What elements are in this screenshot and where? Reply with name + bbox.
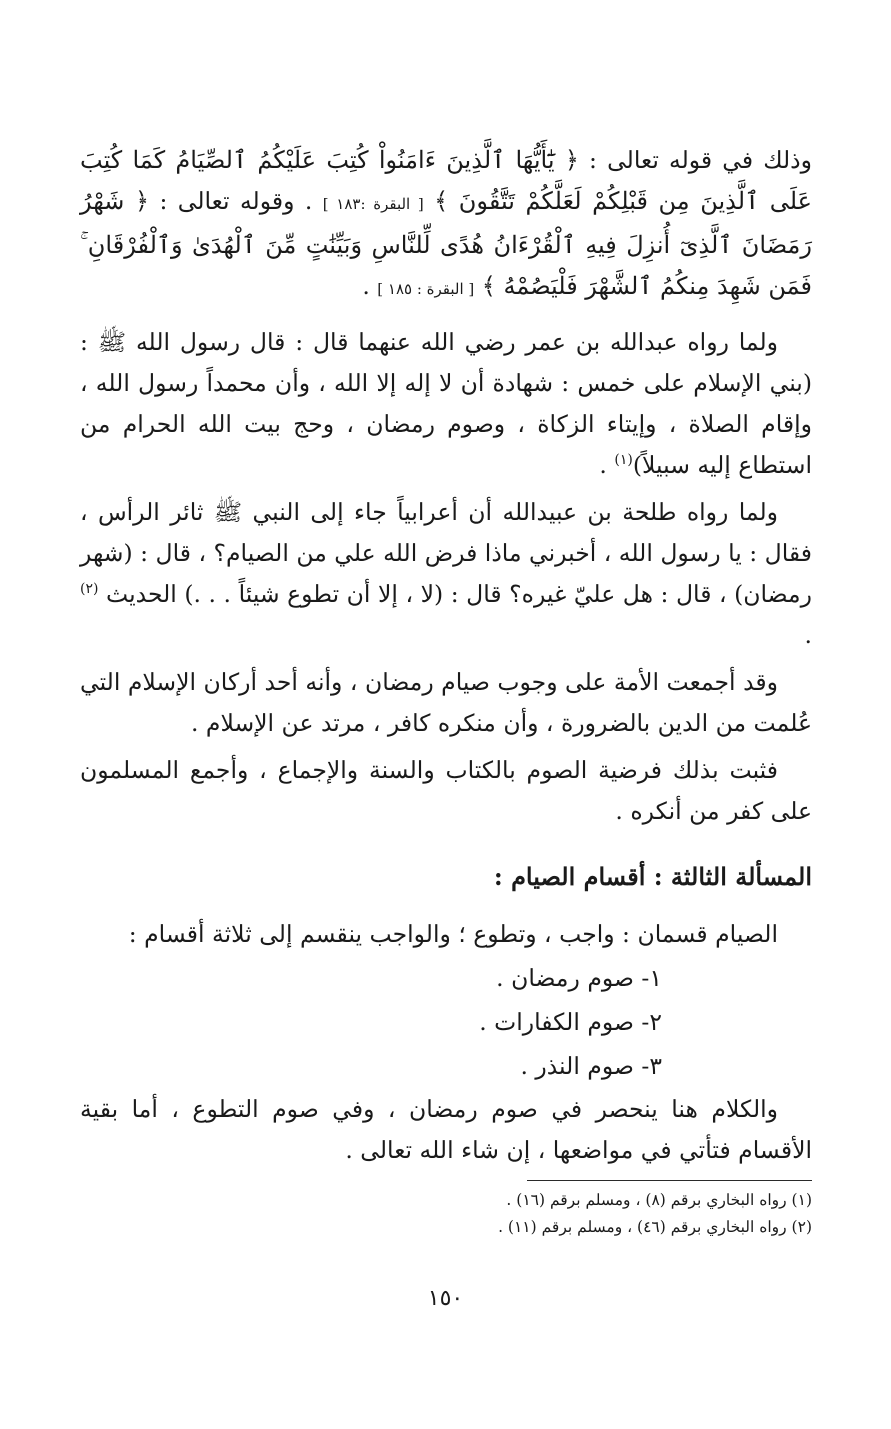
page-body bbox=[80, 140, 812, 1171]
quran-verse-183: ﴿ يَٰٓأَيُّهَا ٱلَّذِينَ ءَامَنُواْ كُتِبَ عَلَيْكُمُ ٱلصِّيَامُ كَمَا كُتِبَ عَلَى ٱلَّذِينَ مِن قَبْلِكُمْ لَعَلَّكُمْ تَتَّقُونَ ﴾ bbox=[80, 146, 812, 215]
quran-connector: . وقوله تعالى : bbox=[159, 187, 313, 215]
hadith-talha-end: . bbox=[804, 621, 812, 649]
page-number: ١٥٠ bbox=[427, 1286, 464, 1311]
quran-verse-185: ﴿ شَهْرُ رَمَضَانَ ٱلَّذِىٓ أُنزِلَ فِيهِ ٱلْقُرْءَانُ هُدًى لِّلنَّاسِ وَبَيِّنَٰتٍ مِّنَ ٱلْهُدَىٰ وَٱلْفُرْقَانِ ۚ فَمَن شَهِدَ مِنكُمُ ٱلشَّهْرَ فَلْيَصُمْهُ ﴾ bbox=[80, 187, 813, 300]
quran-end: . bbox=[362, 272, 370, 300]
footnotes-section bbox=[80, 1180, 812, 1241]
quran-paragraph bbox=[80, 140, 812, 310]
list-item: ١- صوم رمضان . bbox=[496, 964, 662, 992]
list-intro: الصيام قسمان : واجب ، وتطوع ؛ والواجب ينقسم إلى ثلاثة أقسام : bbox=[128, 920, 778, 948]
footnote-2: (٢) رواه البخاري برقم (٤٦) ، ومسلم برقم (١١) . bbox=[498, 1218, 812, 1236]
verse-reference-183: [ البقرة :١٨٣ ] bbox=[322, 195, 424, 213]
ijma-paragraph: وقد أجمعت الأمة على وجوب صيام رمضان ، وأنه أحد أركان الإسلام التي عُلمت من الدين بالضرورة ، وأن منكره كافر ، مرتد عن الإسلام . bbox=[80, 668, 812, 737]
list-item: ٢- صوم الكفارات . bbox=[479, 1008, 662, 1036]
list-item: ٣- صوم النذر . bbox=[520, 1052, 662, 1080]
footnote-1: (١) رواه البخاري برقم (٨) ، ومسلم برقم (١٦) . bbox=[506, 1191, 812, 1209]
hadith-ibn-umar-text: ولما رواه عبدالله بن عمر رضي الله عنهما قال : قال رسول الله ﷺ : (بني الإسلام على خمس : شهادة أن لا إله إلا الله ، وأن محمداً رسول الله ، وإقام الصلاة ، وإيتاء الزكاة ، وصوم رمضان ، وحج بيت الله الحرام من استطاع إليه سبيلاً) bbox=[80, 328, 812, 479]
footnote-marker-2[interactable]: (٢) bbox=[80, 581, 99, 598]
section-heading: المسألة الثالثة : أقسام الصيام : bbox=[493, 862, 812, 891]
hadith-talha-paragraph bbox=[80, 492, 812, 656]
hadith-ibn-umar-paragraph bbox=[80, 322, 812, 486]
footnote-divider bbox=[527, 1180, 812, 1181]
footnote-marker-1[interactable]: (١) bbox=[614, 452, 633, 469]
verse-reference-185: [ البقرة : ١٨٥ ] bbox=[377, 280, 475, 298]
quran-intro: وذلك في قوله تعالى : bbox=[589, 146, 812, 174]
hadith-ibn-umar-end: . bbox=[599, 451, 607, 479]
conclusion-paragraph: فثبت بذلك فرضية الصوم بالكتاب والسنة والإجماع ، وأجمع المسلمون على كفر من أنكره . bbox=[80, 756, 812, 825]
closing-paragraph: والكلام هنا ينحصر في صوم رمضان ، وفي صوم التطوع ، أما بقية الأقسام فتأتي في مواضعها ، إن شاء الله تعالى . bbox=[80, 1095, 812, 1164]
hadith-talha-text: ولما رواه طلحة بن عبيدالله أن أعرابياً جاء إلى النبي ﷺ ثائر الرأس ، فقال : يا رسول الله ، أخبرني ماذا فرض الله علي من الصيام؟ ، قال : (شهر رمضان) ، قال : هل عليّ غيره؟ قال : (لا ، إلا أن تطوع شيئاً . . .) الحديث bbox=[80, 498, 812, 608]
